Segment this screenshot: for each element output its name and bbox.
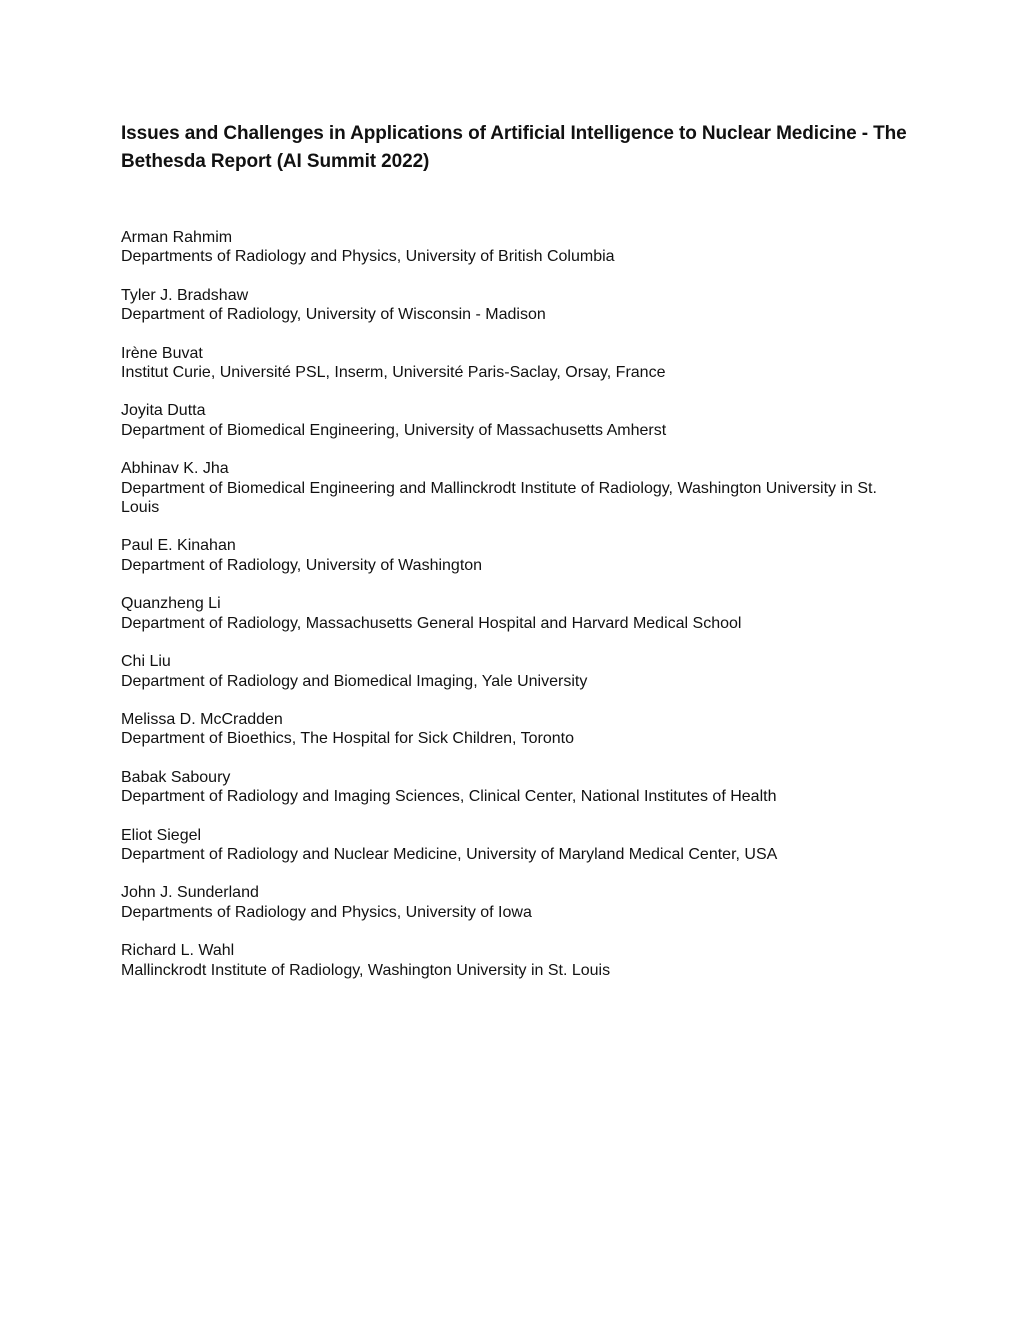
author-affiliation: Mallinckrodt Institute of Radiology, Washington University in St. Louis — [121, 961, 611, 979]
author-entry — [121, 344, 911, 383]
title-page-content — [121, 120, 911, 999]
author-affiliation: Department of Radiology and Biomedical Imaging, Yale University — [121, 672, 588, 690]
author-entry — [121, 401, 911, 440]
author-affiliation: Department of Radiology, University of Washington — [121, 556, 483, 574]
author-entry — [121, 826, 911, 865]
author-affiliation: Department of Biomedical Engineering and Mallinckrodt Institute of Radiology, Washington University in St. Louis — [121, 479, 877, 517]
author-affiliation: Department of Radiology, University of Wisconsin - Madison — [121, 306, 546, 324]
author-entry — [121, 536, 911, 575]
author-name: John J. Sunderland — [121, 884, 259, 902]
author-name: Richard L. Wahl — [121, 942, 235, 960]
author-entry — [121, 286, 911, 325]
author-name: Arman Rahmim — [121, 229, 233, 246]
author-entry — [121, 941, 911, 980]
author-affiliation: Department of Biomedical Engineering, University of Massachusetts Amherst — [121, 421, 667, 439]
author-name: Chi Liu — [121, 653, 171, 671]
author-affiliation: Department of Bioethics, The Hospital for Sick Children, Toronto — [121, 730, 574, 748]
author-affiliation: Departments of Radiology and Physics, University of Iowa — [121, 903, 532, 921]
author-name: Babak Saboury — [121, 768, 231, 786]
author-name: Melissa D. McCradden — [121, 710, 283, 728]
author-name: Joyita Dutta — [121, 402, 206, 420]
author-entry — [121, 228, 911, 267]
author-name: Quanzheng Li — [121, 595, 221, 613]
author-entry — [121, 710, 911, 749]
paper-title: Issues and Challenges in Applications of Artificial Intelligence to Nuclear Medicine - The Bethesda Report (AI Summit 2022) — [121, 123, 907, 172]
author-entry — [121, 883, 911, 922]
author-affiliation: Department of Radiology, Massachusetts General Hospital and Harvard Medical School — [121, 614, 742, 632]
author-list — [121, 228, 911, 980]
author-name: Tyler J. Bradshaw — [121, 286, 249, 304]
author-name: Irène Buvat — [121, 344, 203, 362]
author-affiliation: Institut Curie, Université PSL, Inserm, Université Paris-Saclay, Orsay, France — [121, 364, 666, 382]
author-name: Eliot Siegel — [121, 826, 202, 844]
author-entry — [121, 594, 911, 633]
author-affiliation: Department of Radiology and Imaging Sciences, Clinical Center, National Institutes of Health — [121, 788, 777, 806]
author-name: Paul E. Kinahan — [121, 537, 236, 555]
author-entry — [121, 768, 911, 807]
author-entry — [121, 652, 911, 691]
author-entry — [121, 459, 911, 517]
author-name: Abhinav K. Jha — [121, 460, 229, 478]
author-affiliation: Departments of Radiology and Physics, University of British Columbia — [121, 248, 615, 266]
author-affiliation: Department of Radiology and Nuclear Medicine, University of Maryland Medical Center, USA — [121, 845, 778, 863]
